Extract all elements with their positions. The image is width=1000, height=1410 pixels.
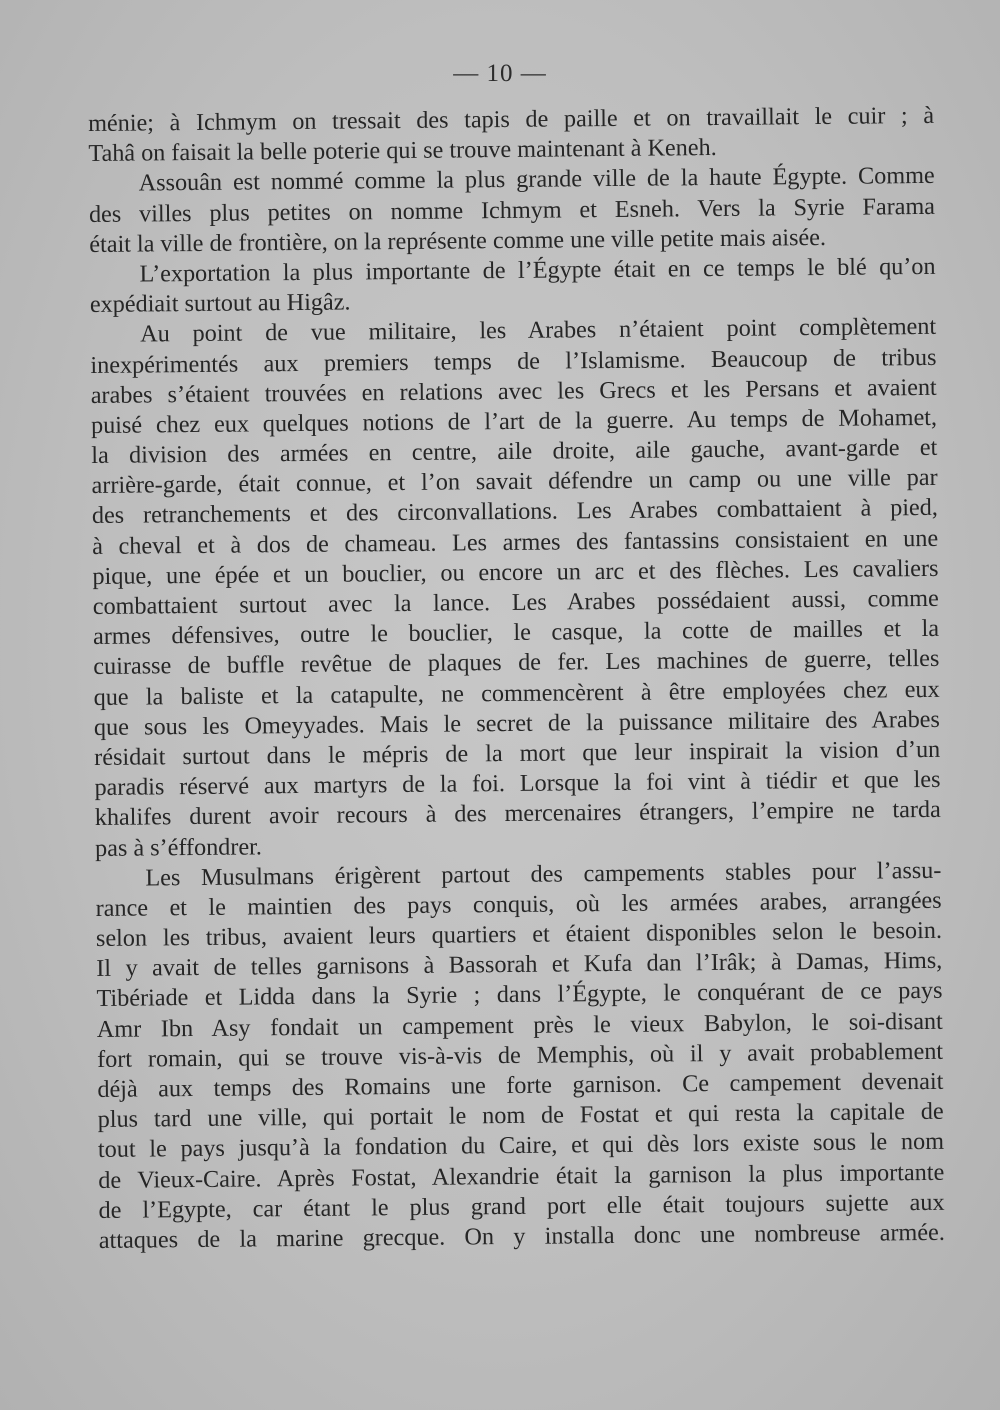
text-line: résidait surtout dans le mépris de la mort que leur inspirait la vision d’un xyxy=(94,735,941,771)
text-line: Tibériade et Lidda dans la Syrie ; dans l’Égypte, le conquérant de ce pays xyxy=(96,977,943,1013)
text-line: était la ville de frontière, on la représente comme une ville petite mais aisée. xyxy=(89,223,827,258)
text-line: déjà aux temps des Romains une forte garnison. Ce campement devenait xyxy=(97,1067,944,1103)
text-line: la division des armées en centre, aile droite, aile gauche, avant-garde et xyxy=(91,433,938,470)
text-line: arrière-garde, était connue, et l’on savait défendre un camp ou une ville par xyxy=(91,464,938,500)
text-line: inexpérimentés aux premiers temps de l’Islamisme. Beaucoup de tribus xyxy=(90,343,937,379)
text-line: rance et le maintien des pays conquis, où les armées arabes, arrangées xyxy=(95,886,942,922)
text-line: armes défensives, outre le bouclier, le casque, la cotte de mailles et la xyxy=(92,615,940,651)
text-line: de l’Egypte, car étant le plus grand port elle était toujours sujette aux xyxy=(98,1188,945,1224)
text-line: Assouân est nommé comme la plus grande ville de la haute Égypte. Comme xyxy=(138,162,935,197)
text-line: combattaient surtout avec la lance. Les Arabes possédaient aussi, comme xyxy=(92,584,939,620)
text-line: de Vieux-Caire. Après Fostat, Alexandrie était la garnison la plus importante xyxy=(98,1158,945,1194)
text-line: pique, une épée et un bouclier, ou encore un arc et des flèches. Les cavaliers xyxy=(92,554,939,590)
text-line: Tahâ on faisait la belle poterie qui se trouve maintenant à Keneh. xyxy=(88,134,717,168)
text-line: tout le pays jusqu’à la fondation du Caire, et qui dès lors existe sous le nom xyxy=(97,1128,945,1164)
text-line: fort romain, qui se trouve vis-à-vis de Memphis, où il y avait probablement xyxy=(96,1037,944,1073)
text-line: attaques de la marine grecque. On y installa donc une nombreuse armée. xyxy=(98,1218,945,1254)
text-line: ménie; à Ichmym on tressait des tapis de paille et on travaillait le cuir ; à xyxy=(88,101,935,137)
text-line: des villes plus petites on nomme Ichmym et Esneh. Vers la Syrie Farama xyxy=(88,192,936,228)
page-number: — 10 — xyxy=(453,60,547,87)
text-line: arabes s’étaient trouvées en relations avec les Grecs et les Persans et avaient xyxy=(90,373,937,409)
text-line: cuirasse de buffle revêtue de plaques de fer. Les machines de guerre, telles xyxy=(93,645,940,681)
text-line: khalifes durent avoir recours à des mercenaires étrangers, l’empire ne tarda xyxy=(94,796,941,832)
text-line: à cheval et à dos de chameau. Les armes des fantassins consistaient en une xyxy=(92,524,939,560)
text-line: Amr Ibn Asy fondait un campement près le vieux Babylon, le soi-disant xyxy=(96,1007,943,1043)
text-line: paradis réservé aux martyrs de la foi. Lorsque la foi vint à tiédir et que les xyxy=(94,765,941,802)
text-line: que la baliste et la catapulte, ne commencèrent à être employées chez eux xyxy=(93,675,940,711)
text-line: puisé chez eux quelques notions de l’art de la guerre. Au temps de Mohamet, xyxy=(90,403,938,439)
text-line: des retranchements et des circonvallations. Les Arabes combattaient à pied, xyxy=(91,494,938,530)
text-line: Les Musulmans érigèrent partout des campements stables pour l’assu- xyxy=(145,856,942,892)
text-line: selon les tribus, avaient leurs quartiers et étaient disponibles selon le besoin. xyxy=(95,916,943,953)
text-line: Il y avait de telles garnisons à Bassorah et Kufa dan l’Irâk; à Damas, Hims, xyxy=(96,947,943,983)
text-line: L’exportation la plus importante de l’Égypte était en ce temps le blé qu’on xyxy=(139,252,936,288)
text-line: expédiait surtout au Higâz. xyxy=(89,288,351,319)
text-line: Au point de vue militaire, les Arabes n’étaient point complètement xyxy=(140,313,937,348)
text-line: plus tard une ville, qui portait le nom de Fostat et qui resta la capitale de xyxy=(97,1098,944,1134)
body-text xyxy=(88,101,945,1256)
text-line: pas à s’éffondrer. xyxy=(94,832,263,862)
text-line: que sous les Omeyyades. Mais le secret de la puissance militaire des Arabes xyxy=(93,705,941,741)
